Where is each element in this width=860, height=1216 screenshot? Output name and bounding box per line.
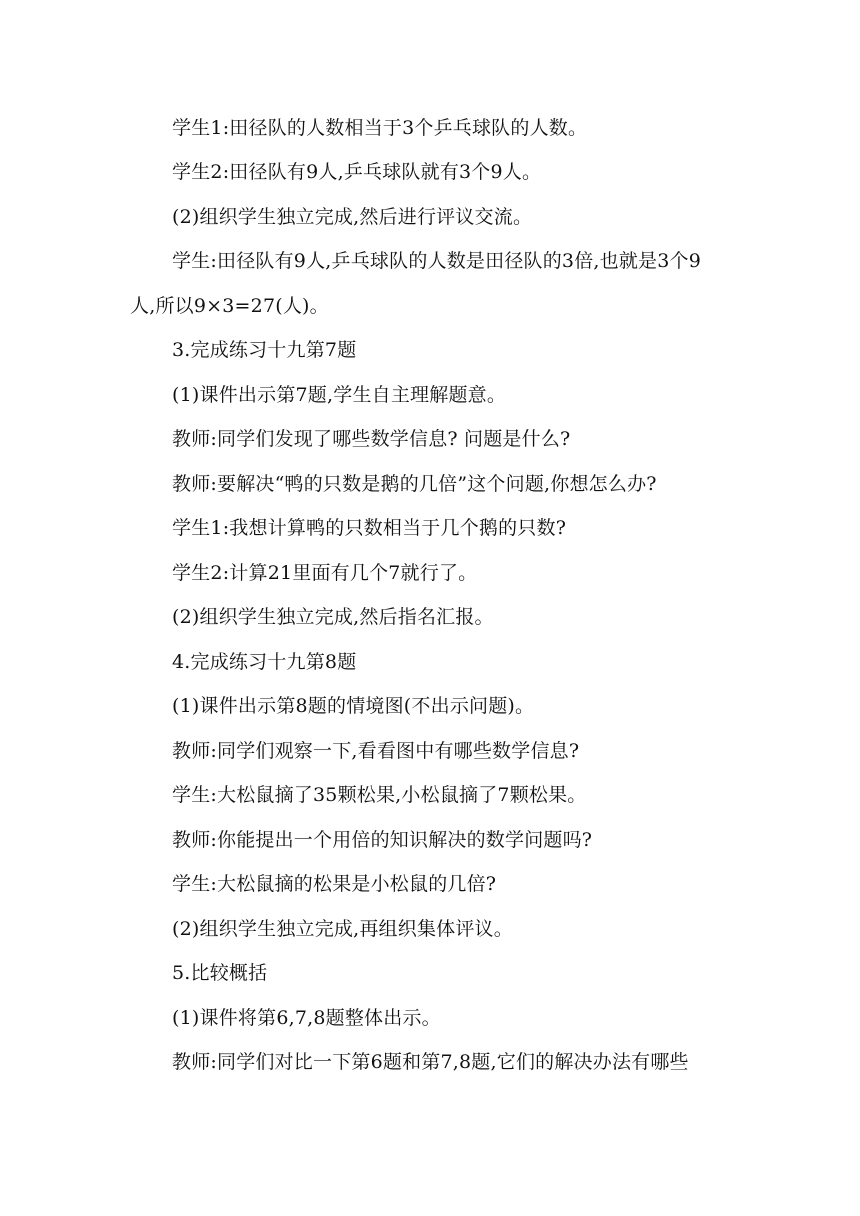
paragraph-teacher-compare: 教师:同学们对比一下第6题和第7,8题,它们的解决办法有哪些 (172, 1051, 689, 1073)
paragraph-student1-idea: 学生1:我想计算鸭的只数相当于几个鹅的只数? (172, 517, 567, 539)
paragraph-teacher-pose-question: 教师:你能提出一个用倍的知识解决的数学问题吗? (172, 829, 593, 851)
paragraph-student2-idea: 学生2:计算21里面有几个7就行了。 (172, 562, 478, 584)
paragraph-step2-discussion: (2)组织学生独立完成,然后进行评议交流。 (172, 206, 533, 228)
paragraph-student-observation: 学生:大松鼠摘了35颗松果,小松鼠摘了7颗松果。 (172, 784, 587, 806)
paragraph-step1-show-all: (1)课件将第6,7,8题整体出示。 (172, 1007, 441, 1029)
paragraph-student-solution-continued: 人,所以9×3=27(人)。 (130, 295, 329, 317)
paragraph-step1-scene: (1)课件出示第8题的情境图(不出示问题)。 (172, 695, 535, 717)
section-heading-exercise-8: 4.完成练习十九第8题 (172, 651, 357, 673)
paragraph-student2-answer: 学生2:田径队有9人,乒乓球队就有3个9人。 (172, 161, 542, 183)
paragraph-student1-answer: 学生1:田径队的人数相当于3个乒乓球队的人数。 (172, 117, 588, 139)
paragraph-teacher-question-info: 教师:同学们发现了哪些数学信息? 问题是什么? (172, 428, 571, 450)
paragraph-step2-report: (2)组织学生独立完成,然后指名汇报。 (172, 606, 494, 628)
section-heading-comparison: 5.比较概括 (172, 962, 268, 984)
paragraph-teacher-observe: 教师:同学们观察一下,看看图中有哪些数学信息? (172, 740, 580, 762)
section-heading-exercise-7: 3.完成练习十九第7题 (172, 339, 357, 361)
paragraph-step1-present-question: (1)课件出示第7题,学生自主理解题意。 (172, 384, 507, 406)
paragraph-step2-collective: (2)组织学生独立完成,再组织集体评议。 (172, 918, 513, 940)
paragraph-student-question: 学生:大松鼠摘的松果是小松鼠的几倍? (172, 873, 497, 895)
paragraph-teacher-question-method: 教师:要解决“鸭的只数是鹅的几倍”这个问题,你想怎么办? (172, 473, 657, 495)
paragraph-student-solution: 学生:田径队有9人,乒乓球队的人数是田径队的3倍,也就是3个9 (172, 250, 702, 272)
